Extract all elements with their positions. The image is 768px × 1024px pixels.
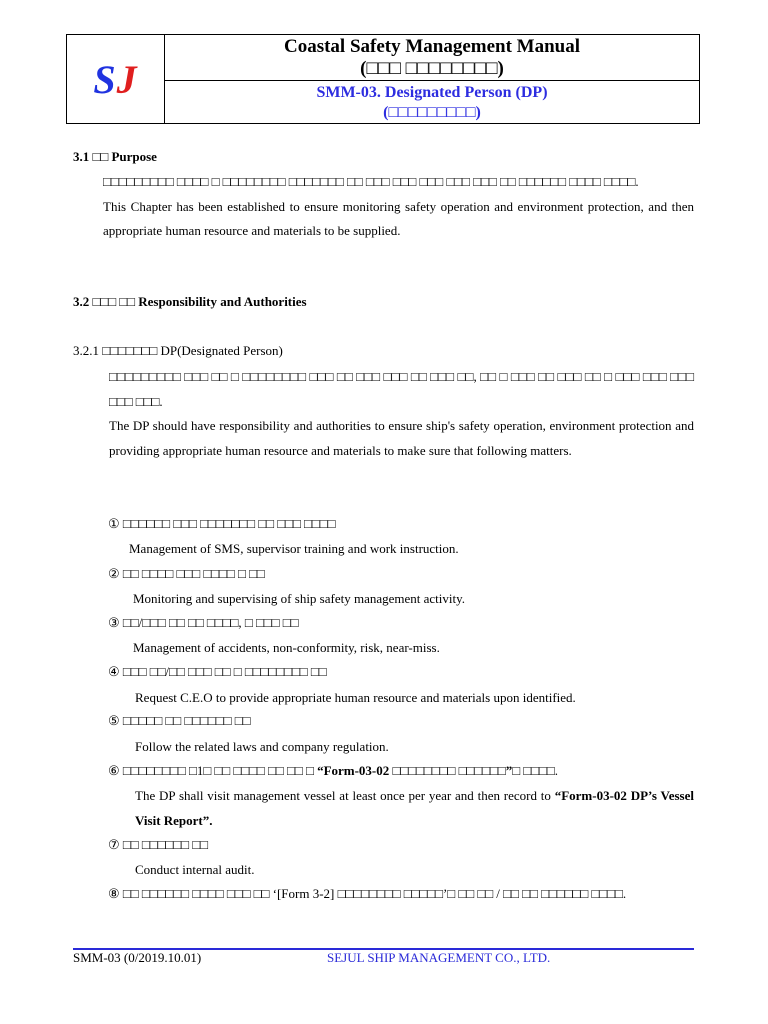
manual-title (165, 35, 699, 81)
company-logo: SJ (93, 56, 138, 102)
manual-title-kr: (□□□ □□□□□□□□) (360, 58, 504, 79)
list-item-kr: ① □□□□□□ □□□ □□□□□□□ □□ □□□ □□□□ (108, 516, 336, 531)
list-item-en: Monitoring and supervising of ship safety management activity. (133, 591, 466, 606)
purpose-text-en: This Chapter has been established to ensure monitoring safety operation and environment protection, and then appropriate human resource and materials to be supplied. (103, 198, 694, 238)
list-item-kr: ⑥ □□□□□□□□ □1□ □□ □□□□ □□ □□ □ “Form-03-02 □□□□□□□□ □□□□□□”□ □□□□. (108, 763, 558, 778)
list-item-en: The DP shall visit management vessel at least once per year and then record to “Form-03-02 DP’s Vessel Visit Report”. (135, 788, 694, 828)
list-item-kr: ⑧ □□ □□□□□□ □□□□ □□□ □□ ‘[Form 3-2] □□□□□□□□ □□□□□’□ □□ □□ / □□ □□ □□□□□□ □□□□. (108, 886, 627, 901)
list-item-en: Conduct internal audit. (135, 862, 255, 877)
manual-title-en: Coastal Safety Management Manual (283, 36, 581, 57)
list-item-en: Management of accidents, non-conformity, risk, near-miss. (133, 640, 440, 655)
list-item-kr: ④ □□□ □□/□□ □□□ □□ □ □□□□□□□□ □□ (108, 664, 327, 679)
title-cell (165, 35, 699, 123)
list-item-en: Follow the related laws and company regulation. (135, 739, 389, 754)
subsection-heading-dp: 3.2.1 □□□□□□□ DP(Designated Person) (73, 343, 283, 358)
footer-document-code: SMM-03 (0/2019.10.01) (73, 950, 202, 965)
dp-text-en: The DP should have responsibility and authorities to ensure ship's safety operation, environment protection and providing appropriate human resource and materials to make sure that following matters. (109, 418, 694, 458)
purpose-text-kr: □□□□□□□□□ □□□□ □ □□□□□□□□ □□□□□□□ □□ □□□ □□□ □□□ □□□ □□□ □□ □□□□□□ □□□□ □□□□. (103, 174, 639, 189)
dp-paragraph (109, 365, 694, 463)
dp-text-kr: □□□□□□□□□ □□□ □□ □ □□□□□□□□ □□□ □□ □□□ □□□ □□ □□□ □□, □□ □ □□□ □□ □□□ □□ □ □□□ □□□ □□□ □□□ □□□. (109, 369, 694, 409)
list-item-en: Request C.E.O to provide appropriate human resource and materials upon identified. (135, 690, 576, 705)
section-heading-purpose: 3.1 □□ Purpose (73, 149, 157, 164)
footer-company-name: SEJUL SHIP MANAGEMENT CO., LTD. (327, 950, 551, 965)
chapter-title-kr: (□□□□□□□□□) (383, 104, 481, 121)
document-header (66, 34, 700, 124)
list-item-kr: ⑦ □□ □□□□□□ □□ (108, 837, 208, 852)
section-heading-responsibility: 3.2 □□□ □□ Responsibility and Authorities (73, 294, 307, 309)
logo-cell (67, 35, 165, 123)
list-item-kr: ② □□ □□□□ □□□ □□□□ □ □□ (108, 566, 265, 581)
list-item-kr: ⑤ □□□□□ □□ □□□□□□ □□ (108, 713, 251, 728)
list-item-en: Management of SMS, supervisor training and work instruction. (129, 541, 459, 556)
list-item-kr: ③ □□/□□□ □□ □□ □□□□, □ □□□ □□ (108, 615, 299, 630)
purpose-paragraph (103, 170, 694, 244)
chapter-title-en: SMM-03. Designated Person (DP) (316, 84, 548, 101)
chapter-title (165, 81, 699, 123)
